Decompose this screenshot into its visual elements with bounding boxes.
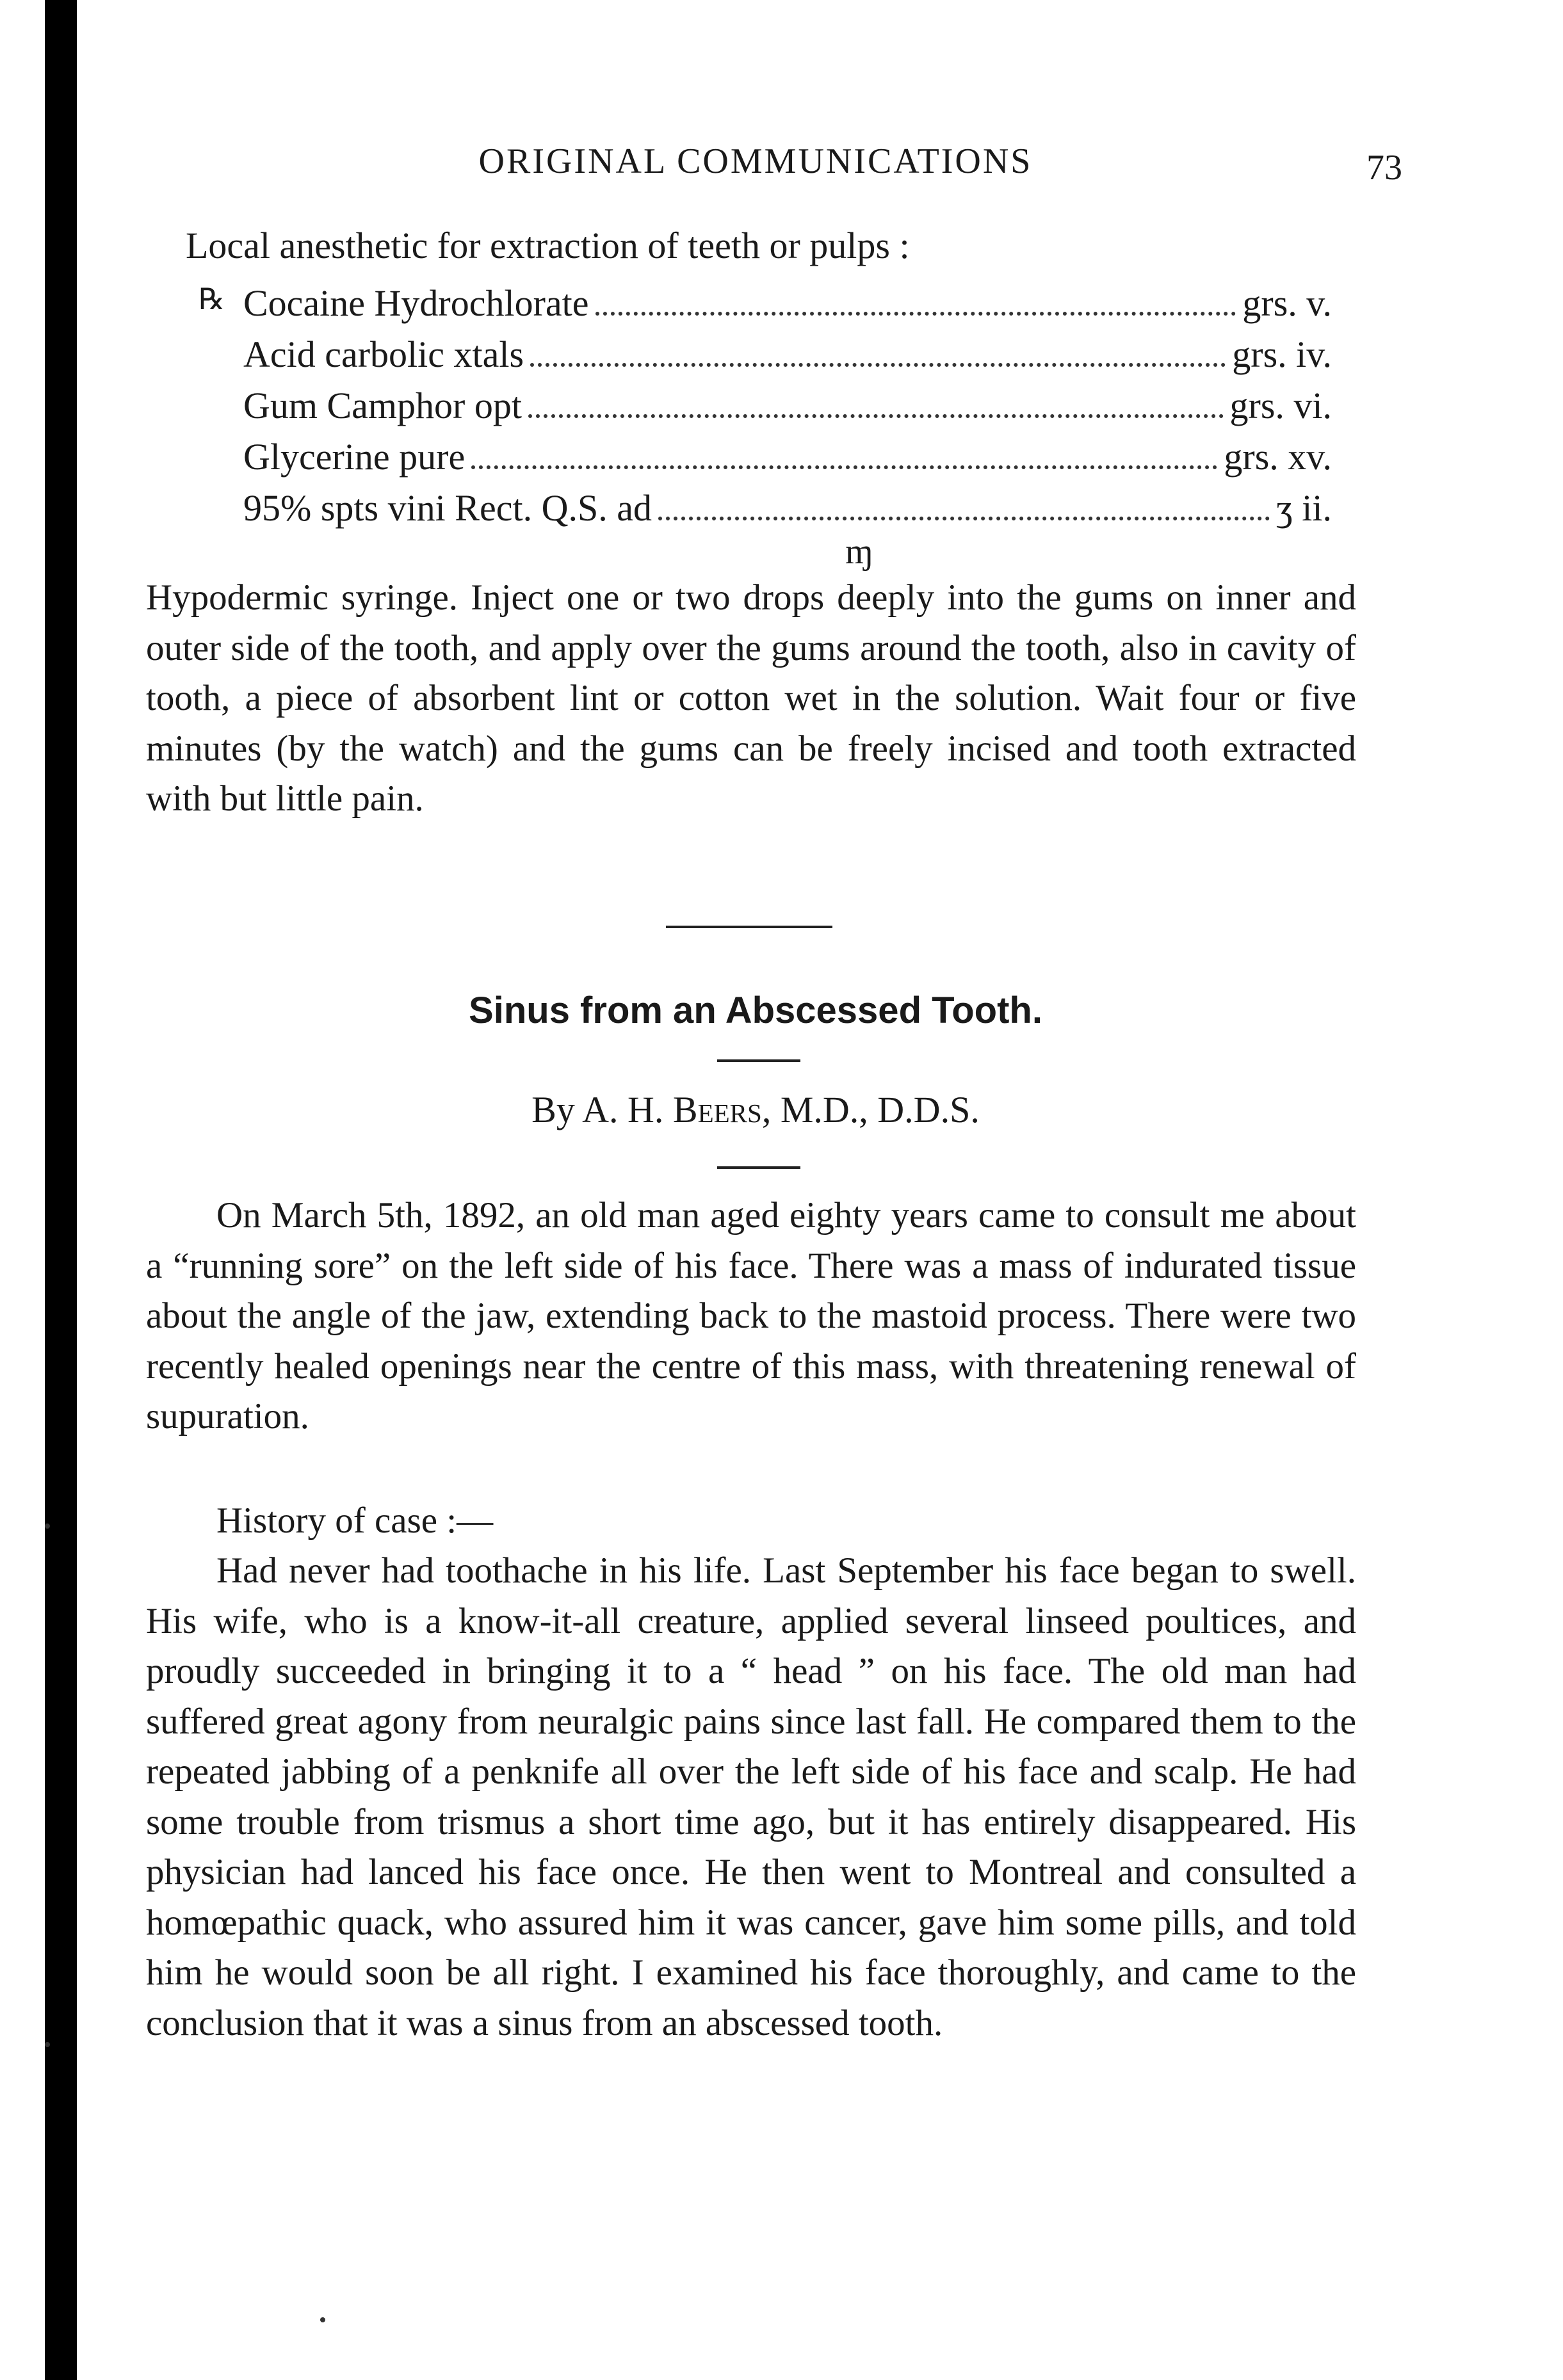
byline [128,1088,1383,1131]
article-paragraph: History of case :— [216,1500,494,1541]
ingredient-name: Glycerine pure [243,436,466,478]
ingredient-quantity: grs. xv. [1224,436,1332,478]
intro-line: Local anesthetic for extraction of teeth or pulps : [186,225,910,266]
prescription-item [243,282,1332,333]
running-title: ORIGINAL COMMUNICATIONS [478,141,1033,181]
leader-dots [471,465,1217,469]
prescription-item [243,435,1332,486]
byline-rule [717,1166,800,1169]
ingredient-name: 95% spts vini Rect. Q.S. ad [243,487,652,529]
byline-prefix: By A. H. [531,1089,664,1130]
byline-suffix: , M.D., D.D.S. [761,1089,980,1130]
running-head [128,141,1402,198]
leader-dots [530,363,1226,367]
scan-speck [320,2317,325,2322]
prescription [198,282,1332,538]
leader-dots [658,517,1270,520]
ingredient-name: Gum Camphor opt [243,385,522,426]
signa-mark: ɱ [845,532,873,572]
article-title: Sinus from an Abscessed Tooth. [469,990,1042,1031]
page [128,0,1402,2380]
scan-speck [45,1524,50,1529]
prescription-item [243,486,1332,538]
leader-dots [528,414,1224,418]
article-paragraph: Had never had toothache in his life. Last September his face began to swell. His wife, who is a know-it-all creature, applied several linseed poultices, and proudly succeeded in bringing it to a “ head ” on his face. The old man had suffered great agony from neuralgic pains since last fall. He compared them to the repeated jabbing of a penknife all over the left side of his face and scalp. He had some trouble from trismus a short time ago, but it has entirely disappeared. His physician had lanced his face once. He then went to Montreal and consulted a homœpathic quack, who assured him it was cancer, gave him some pills, and told him he would soon be all right. I examined his face thoroughly, and came to the conclusion that it was a sinus from an abscessed tooth. [146,1550,1356,2043]
recipe-mark: ℞ [198,283,225,316]
title-rule [717,1059,800,1062]
ingredient-quantity: grs. vi. [1229,385,1332,426]
ingredient-name: Acid carbolic xtals [243,334,524,375]
article-paragraph: On March 5th, 1892, an old man aged eighty years came to consult me about a “running sore” on the left side of his face. There was a mass of indurated tissue about the angle of the jaw, extending back to the mastoid process. There were two recently healed openings near the centre of this mass, with threatening renewal of supuration. [146,1195,1356,1436]
scan-speck [45,2042,50,2047]
prescription-item [243,333,1332,384]
instructions-paragraph: Hypodermic syringe. Inject one or two drops deeply into the gums on inner and outer side of the tooth, and apply over the gums around the tooth, also in cavity of tooth, a piece of absorbent lint or cotton wet in the solution. Wait four or five minutes (by the watch) and the gums can be freely incised and tooth extracted with but little pain. [146,577,1356,819]
ingredient-quantity: ʒ ii. [1276,487,1332,529]
leader-dots [595,312,1236,316]
ingredient-quantity: grs. iv. [1232,334,1332,375]
prescription-item [243,384,1332,435]
ingredient-quantity: grs. v. [1242,282,1332,324]
page-number: 73 [1366,148,1402,188]
section-divider [666,926,832,928]
ingredient-name: Cocaine Hydrochlorate [243,282,589,324]
author-surname: Beers [672,1089,762,1130]
binding-edge [45,0,77,2380]
